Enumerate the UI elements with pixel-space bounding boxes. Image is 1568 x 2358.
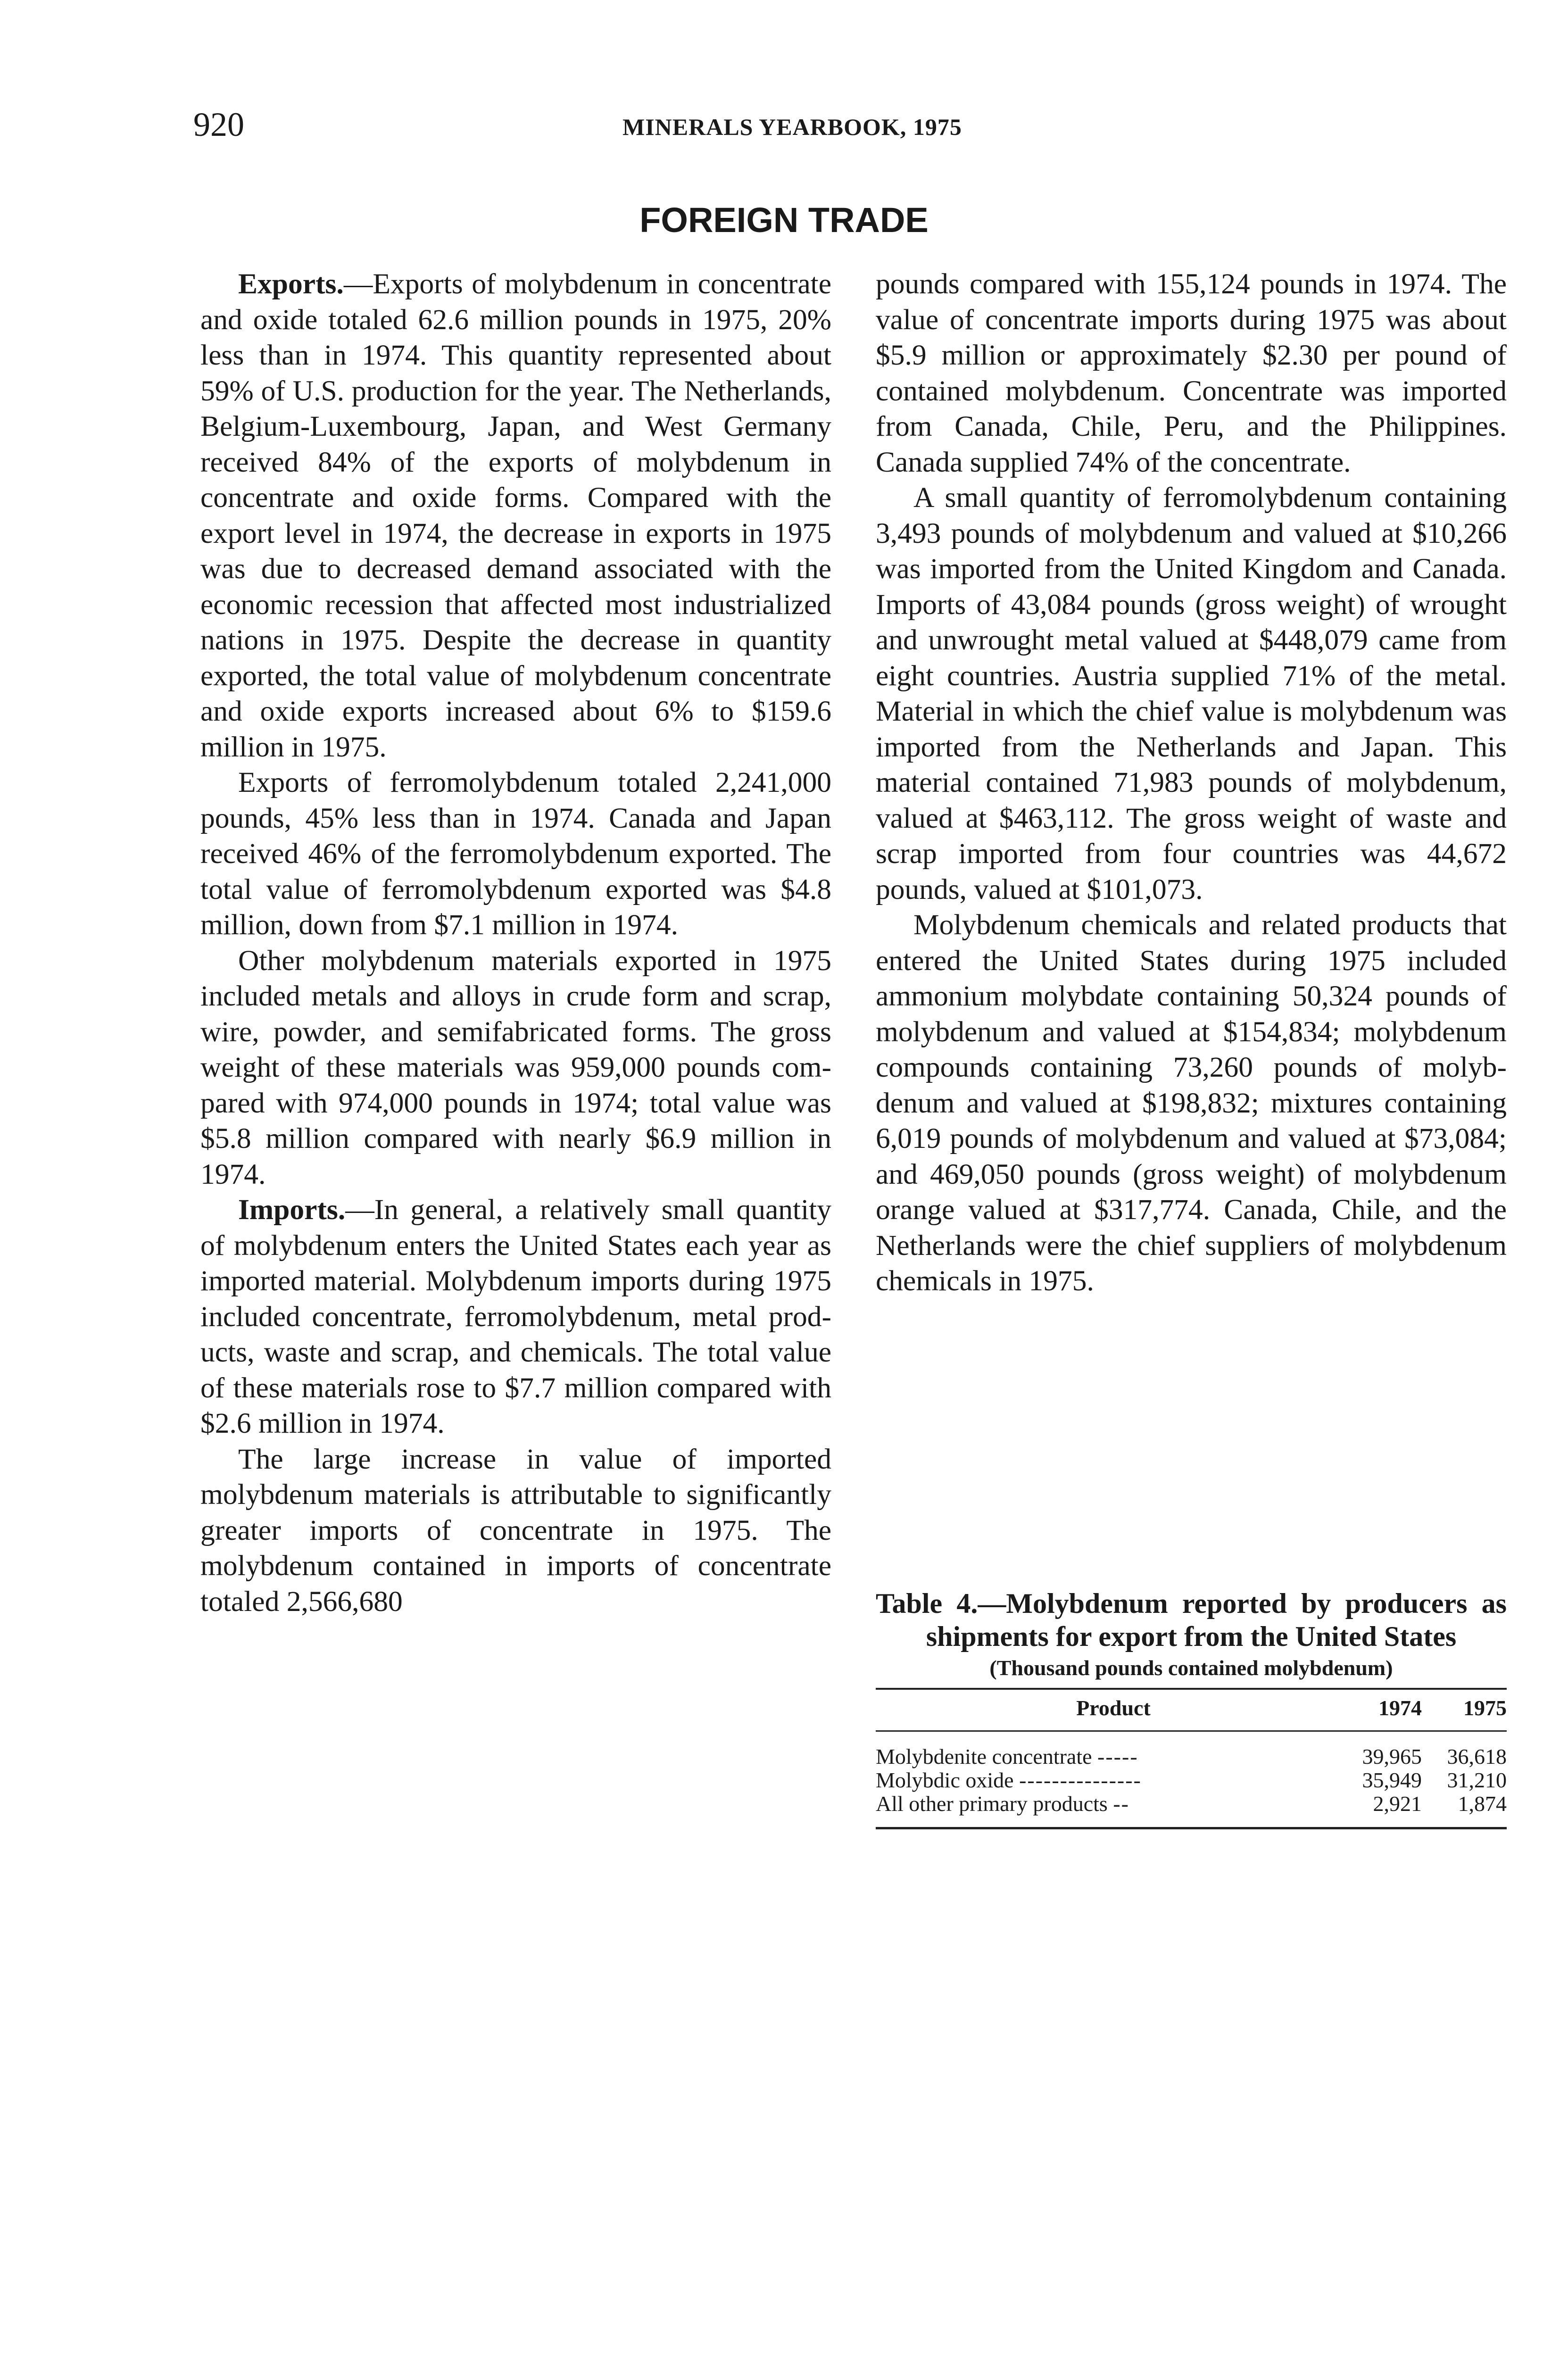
- exports-heading: Exports.: [238, 268, 344, 300]
- leader-dots: ---------------: [1019, 1768, 1142, 1792]
- imports-paragraph-1-text: —In general, a relatively small quantity of molybdenum enters the United States each year as imported material. Molybdenum imports during 1975 included concentrate, ferromolybdenum, metal products, waste and scrap, and chemicals. The total value of these materials rose to $7.7 million compared with $2.6 million in 1974.: [200, 1194, 831, 1439]
- table-row: [876, 1731, 1507, 1769]
- imports-paragraph-continued: pounds compared with 155,124 pounds in 1974. The value of concentrate imports during 1975 was about $5.9 million or approximately $2.30 per pound of contained molybdenum. Concentrate was imported from Canada, Chile, Peru, and the Philippines. Canada supplied 74% of the concentrate.: [876, 268, 1507, 478]
- right-column: [876, 266, 1507, 1299]
- row-value-1975: 31,210: [1447, 1768, 1507, 1792]
- header-product: Product: [876, 1689, 1351, 1731]
- running-title: MINERALS YEARBOOK, 1975: [622, 114, 962, 140]
- page-number: 920: [193, 106, 244, 143]
- leader-dots: --: [1113, 1792, 1129, 1816]
- imports-paragraph-2: The large increase in value of imported molybdenum materials is attributable to significantly greater imports of concentrate in 1975. The molybdenum contained in imports of concentrate totaled 2,566,680: [200, 1443, 831, 1618]
- imports-paragraph-4: Molybdenum chemicals and related products that entered the United States during 1975 included ammonium molybdate containing 50,324 pounds of molybdenum and valued at $154,834; molybdenum compounds containing 73,260 pounds of molybdenum and valued at $198,832; mixtures containing 6,019 pounds of molybdenum and valued at $73,084; and 469,050 pounds (gross weight) of molybdenum orange valued at $317,774. Canada, Chile, and the Netherlands were the chief suppliers of molybdenum chemicals in 1975.: [876, 909, 1507, 1297]
- exports-paragraph-1-text: —Exports of molybdenum in concentrate and oxide totaled 62.6 million pounds in 1975, 20% less than in 1974. This quantity represented about 59% of U.S. production for the year. The Netherlands, Belgium-Luxembourg, Japan, and West Germany received 84% of the exports of molybdenum in concentrate and oxide forms. Compared with the export level in 1974, the decrease in exports in 1975 was due to decreased demand associated with the economic recession that affected most industrialized nations in 1975. Despite the decrease in quantity exported, the total value of molybdenum concentrate and oxide exports increased about 6% to $159.6 million in 1975.: [200, 268, 831, 763]
- imports-paragraph-1: [200, 1192, 831, 1442]
- row-value-1975: 36,618: [1447, 1744, 1507, 1768]
- leader-dots: -----: [1097, 1744, 1138, 1768]
- row-product: Molybdenite concentrate -----: [876, 1744, 1138, 1768]
- imports-paragraph-3: A small quantity of ferromolybdenum containing 3,493 pounds of molybdenum and valued at $10,266 was imported from the United Kingdom and Canada. Imports of 43,084 pounds (gross weight) of wrought and unwrought metal valued at $448,079 came from eight countries. Austria supplied 71% of the metal. Material in which the chief value is molybdenum was imported from the Netherlands and Japan. This material contained 71,983 pounds of molybdenum, valued at $463,112. The gross weight of waste and scrap imported from four countries was 44,672 pounds, valued at $101,073.: [876, 482, 1507, 905]
- row-value-1974: 39,965: [1362, 1744, 1422, 1768]
- section-title: FOREIGN TRADE: [639, 200, 929, 240]
- table-row: [876, 1792, 1507, 1828]
- header-1975: 1975: [1422, 1689, 1507, 1731]
- row-value-1975: 1,874: [1422, 1792, 1507, 1828]
- imports-heading: Imports.: [238, 1194, 346, 1226]
- exports-paragraph-3: Other molybdenum materials exported in 1975 included metals and alloys in crude form and scrap, wire, powder, and semifabricated forms. The gross weight of these materials was 959,000 pounds compared with 974,000 pounds in 1974; total value was $5.8 million compared with nearly $6.9 million in 1974.: [200, 944, 831, 1190]
- table-header-row: [876, 1689, 1507, 1731]
- row-value-1974: 35,949: [1362, 1768, 1422, 1792]
- data-table: [876, 1688, 1507, 1829]
- table-caption: Table 4.—Molybdenum reported by producers as shipments for export from the United States: [876, 1588, 1507, 1652]
- row-product: All other primary products --: [876, 1792, 1351, 1828]
- row-product: Molybdic oxide ---------------: [876, 1768, 1142, 1792]
- row-value-1974: 2,921: [1351, 1792, 1422, 1828]
- exports-paragraph-1: [200, 266, 831, 765]
- table-subcaption: (Thousand pounds contained molybdenum): [989, 1656, 1393, 1680]
- header-1974: 1974: [1351, 1689, 1422, 1731]
- left-column: [200, 266, 831, 1619]
- table-4: [876, 1587, 1507, 1829]
- table-row: [876, 1768, 1507, 1792]
- exports-paragraph-2: Exports of ferromolybdenum totaled 2,241,000 pounds, 45% less than in 1974. Canada and Japan received 46% of the ferromolybdenum exported. The total value of ferromolybdenum exported was $4.8 million, down from $7.1 million in 1974.: [200, 766, 831, 941]
